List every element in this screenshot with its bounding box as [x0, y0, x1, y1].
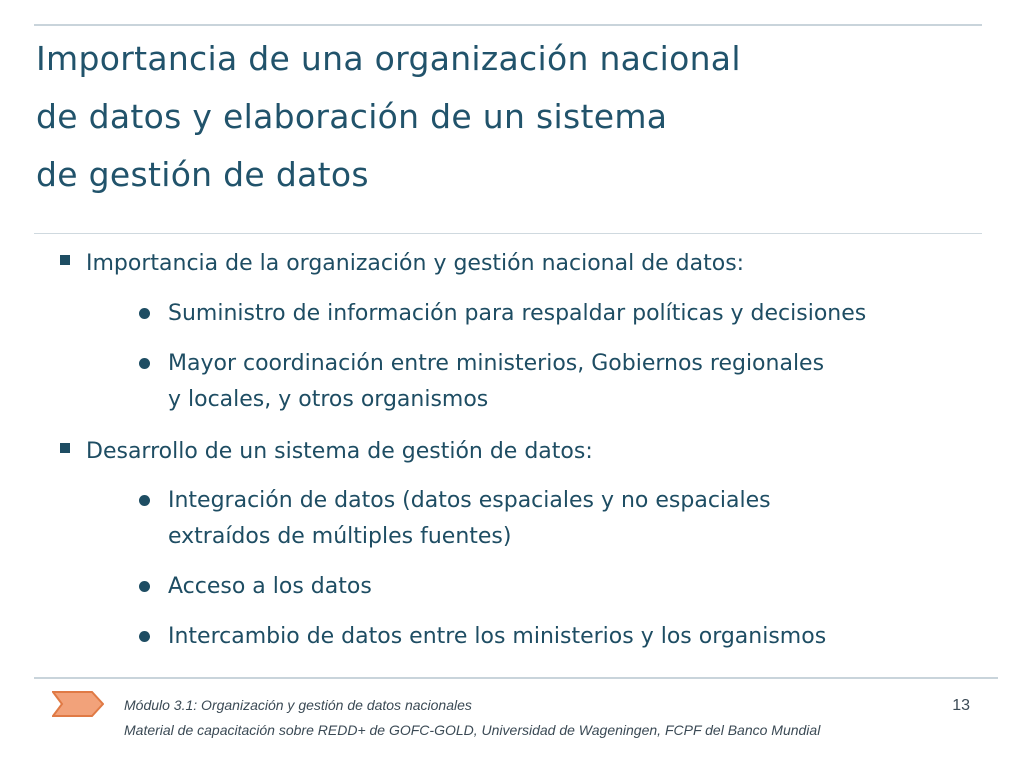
round-bullet-icon — [139, 495, 150, 506]
round-bullet-icon — [139, 358, 150, 369]
bullet-text: Integración de datos (datos espaciales y no espaciales — [168, 488, 771, 513]
bullet-item — [168, 346, 824, 418]
round-bullet-icon — [139, 631, 150, 642]
square-bullet-icon — [60, 443, 70, 453]
title-line-1: Importancia de una organización nacional — [36, 39, 741, 78]
bullet-item — [168, 619, 826, 655]
bullet-item — [168, 296, 866, 332]
title-line-2: de datos y elaboración de un sistema — [36, 97, 668, 136]
bullet-text: Suministro de información para respaldar políticas y decisiones — [168, 301, 867, 326]
round-bullet-icon — [139, 581, 150, 592]
slide-title — [36, 30, 976, 204]
section-heading-text: Importancia de la organización y gestión nacional de datos: — [86, 251, 745, 276]
title-divider — [34, 233, 982, 234]
top-divider — [34, 24, 982, 26]
round-bullet-icon — [139, 308, 150, 319]
bullet-item — [168, 483, 771, 555]
bullet-text-continued: extraídos de múltiples fuentes) — [168, 524, 512, 549]
bullet-item — [168, 569, 372, 605]
footer-divider — [34, 677, 998, 679]
bullet-text: Acceso a los datos — [168, 574, 372, 599]
section-heading — [86, 246, 744, 282]
bullet-text: Mayor coordinación entre ministerios, Gobiernos regionales — [168, 351, 825, 376]
square-bullet-icon — [60, 255, 70, 265]
section-heading-text: Desarrollo de un sistema de gestión de datos: — [86, 439, 593, 464]
bullet-text-continued: y locales, y otros organismos — [168, 387, 489, 412]
footer-module: Módulo 3.1: Organización y gestión de datos nacionales — [124, 697, 472, 713]
footer-credits: Material de capacitación sobre REDD+ de GOFC-GOLD, Universidad de Wageningen, FCPF del Banco Mundial — [124, 722, 821, 738]
section-heading — [86, 434, 593, 470]
chevron-arrow-icon — [52, 691, 104, 717]
title-line-3: de gestión de datos — [36, 155, 369, 194]
page-number: 13 — [952, 697, 970, 714]
bullet-text: Intercambio de datos entre los ministerios y los organismos — [168, 624, 827, 649]
